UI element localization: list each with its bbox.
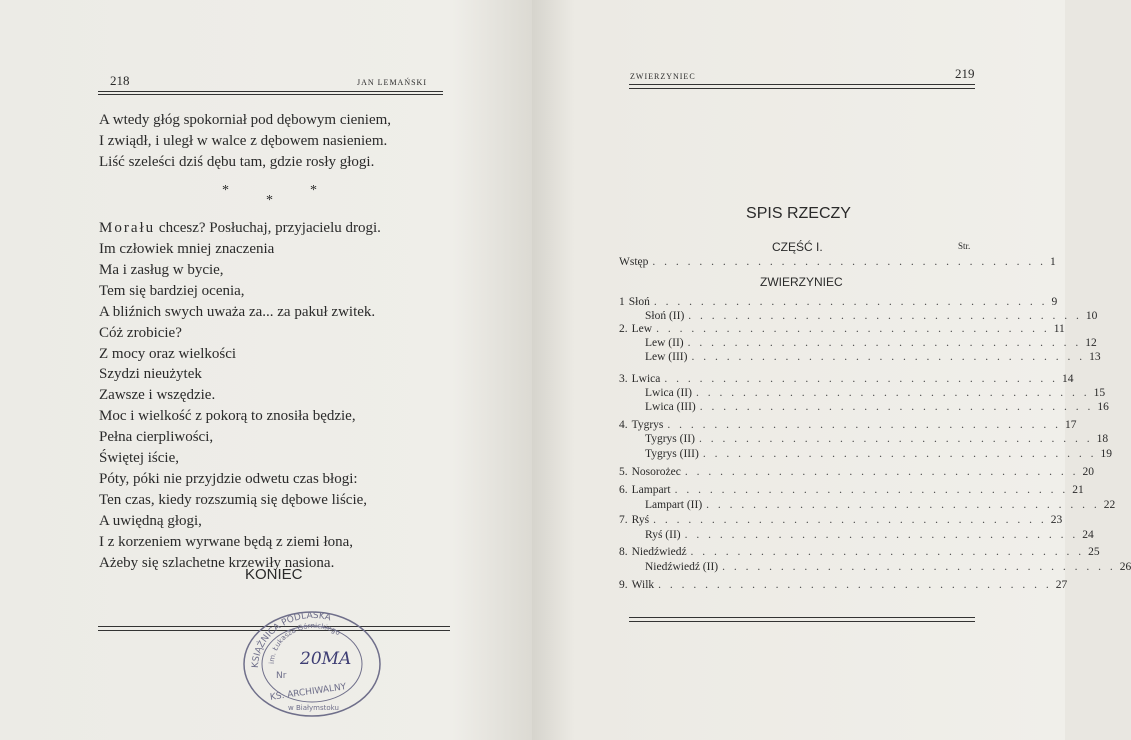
toc-entry-label: Tygrys (II) [645, 433, 695, 445]
right-page [532, 0, 1131, 740]
toc-leader-dots: . . . . . . . . . . . . . . . . . . . . . . . . . . . . . . . . . . [699, 401, 1094, 413]
toc-leader-dots: . . . . . . . . . . . . . . . . . . . . . . . . . . . . . . . . . . [722, 561, 1116, 573]
poem-line: Im człowiek mniej znaczenia [99, 241, 275, 257]
toc-entry-label: Lwica (II) [645, 387, 692, 399]
poem-line: Ma i zasług w bycie, [99, 261, 224, 278]
toc-entry-page: 26 [1119, 561, 1131, 573]
toc-entry-number: 4. [619, 419, 628, 431]
toc-entry-number: 6. [619, 484, 628, 496]
toc-entry-page: 1 [1050, 256, 1056, 268]
poem-line: Cóż zrobicie? [99, 324, 182, 341]
toc-entry-page: 25 [1088, 546, 1100, 558]
poem-line: Z mocy oraz wielkości [99, 345, 237, 362]
stamp-nr-label: Nr [276, 671, 287, 681]
toc-entry [619, 310, 1098, 324]
toc-entry-page: 9 [1051, 296, 1058, 308]
toc-entry-label: Wilk [631, 579, 655, 591]
poem-line: Liść szeleści dziś dębu tam, gdzie rosły głogi. [99, 153, 375, 170]
asterism-star: * [266, 193, 273, 208]
toc-entry [619, 401, 1109, 415]
toc-entry-number: 2. [619, 323, 628, 335]
toc-leader-dots: . . . . . . . . . . . . . . . . . . . . . . . . . . . . . . . . . . [684, 529, 1079, 541]
toc-entry-label: Niedźwiedź (II) [645, 561, 719, 573]
toc-section: ZWIERZYNIEC [760, 275, 843, 289]
toc-entry-label: Ryś (II) [645, 529, 681, 541]
toc-entry-page: 23 [1050, 514, 1063, 526]
left-running-head: JAN LEMAŃSKI [357, 78, 427, 87]
toc-entry [619, 514, 1063, 528]
toc-entry [619, 296, 1058, 310]
toc-entry-number: 7. [619, 514, 628, 526]
toc-entry-page: 24 [1082, 529, 1094, 541]
toc-leader-dots: . . . . . . . . . . . . . . . . . . . . . . . . . . . . . . . . . . [687, 337, 1082, 349]
toc-entry-label: Lew (III) [645, 351, 688, 363]
asterism-star: * [222, 183, 229, 198]
toc-leader-dots: . . . . . . . . . . . . . . . . . . . . . . . . . . . . . . . . . . [674, 484, 1069, 496]
right-footer-rule [629, 617, 975, 618]
toc-part: CZĘŚĆ I. [772, 240, 823, 254]
right-footer-rule-2 [629, 621, 975, 622]
toc-entry [619, 337, 1097, 351]
toc-entry-label: Lampart (II) [645, 499, 703, 511]
toc-leader-dots: . . . . . . . . . . . . . . . . . . . . . . . . . . . . . . . . . . [653, 514, 1047, 526]
left-header-rule [98, 91, 443, 92]
poem-line: A uwiędną głogi, [99, 512, 202, 529]
toc-entry-label: Lampart [631, 484, 671, 496]
toc-entry-label: Niedźwiedź [631, 546, 687, 558]
toc-entry [619, 546, 1100, 560]
toc-entry [619, 466, 1094, 480]
toc-entry [619, 484, 1084, 498]
toc-entry-page: 18 [1096, 433, 1109, 445]
poem-line: Zawsze i wszędzie. [99, 387, 216, 404]
ending-koniec: KONIEC [245, 566, 303, 583]
poem-line: I zwiądł, i uległ w walce z dębowem nasieniem. [99, 132, 388, 149]
toc-leader-dots: . . . . . . . . . . . . . . . . . . . . . . . . . . . . . . . . . . [691, 351, 1086, 363]
toc-entry-label: Lew (II) [645, 337, 684, 349]
poem-line: A bliźnich swych uważa za... za pakuł zwitek. [99, 303, 376, 320]
toc-entry [619, 387, 1106, 401]
toc-entry-number: 8. [619, 546, 628, 558]
toc-entry-page: 22 [1103, 499, 1116, 511]
toc-entry [619, 323, 1065, 337]
poem-line: Tem się bardziej ocenia, [99, 282, 245, 299]
stamp-inner-text: im. Łukasza Górnickiego [267, 621, 342, 665]
toc-entry-page: 20 [1082, 466, 1094, 478]
moral-rest: chcesz? Posłuchaj, przyjacielu drogi. [155, 220, 381, 236]
stamp-collection: KS. ARCHIWALNY [269, 682, 347, 703]
poem-line: I z korzeniem wyrwane będą z ziemi łona, [99, 533, 354, 550]
poem-line: Moc i wielkość z pokorą to znosiła będzie, [99, 408, 356, 425]
stamp-ring-text: KSIĄŻNICA PODLASKA [250, 610, 332, 669]
toc-entry-page: 19 [1100, 448, 1112, 460]
toc-entry-number: 1 [619, 296, 625, 308]
toc-leader-dots: . . . . . . . . . . . . . . . . . . . . . . . . . . . . . . . . . . [656, 323, 1050, 335]
toc-leader-dots: . . . . . . . . . . . . . . . . . . . . . . . . . . . . . . . . . . [664, 373, 1058, 385]
toc-entry-page: 14 [1061, 373, 1074, 385]
toc-entry [619, 579, 1068, 593]
toc-entry-label: Słoń [628, 296, 650, 308]
toc-leader-dots: . . . . . . . . . . . . . . . . . . . . . . . . . . . . . . . . . . [684, 466, 1079, 478]
toc-leader-dots: . . . . . . . . . . . . . . . . . . . . . . . . . . . . . . . . . . [695, 387, 1090, 399]
toc-entry [619, 419, 1077, 433]
toc-leader-dots: . . . . . . . . . . . . . . . . . . . . . . . . . . . . . . . . . . [653, 296, 1048, 308]
right-running-head: ZWIERZYNIEC [630, 72, 696, 81]
toc-page-column-label: Str. [958, 241, 971, 251]
toc-entry-label: Nosorożec [631, 466, 681, 478]
left-header-rule-2 [98, 94, 443, 95]
toc-entry-page: 16 [1097, 401, 1109, 413]
poem-stanza-2 [99, 239, 375, 574]
poem-stanza-1 [99, 110, 391, 173]
toc-leader-dots: . . . . . . . . . . . . . . . . . . . . . . . . . . . . . . . . . . [706, 499, 1100, 511]
toc-leader-dots: . . . . . . . . . . . . . . . . . . . . . . . . . . . . . . . . . . [688, 310, 1082, 322]
toc-leader-dots: . . . . . . . . . . . . . . . . . . . . . . . . . . . . . . . . . . [698, 433, 1093, 445]
poem-line: Ten czas, kiedy rozszumią się dębowe liście, [99, 491, 368, 508]
stamp-city: w Białymstoku [288, 704, 339, 712]
poem-line: A wtedy głóg spokorniał pod dębowym cieniem, [99, 112, 392, 128]
left-page-number: 218 [110, 73, 130, 88]
toc-entry-label: Lew [631, 323, 653, 335]
toc-entry-number: 3. [619, 373, 628, 385]
toc-title: SPIS RZECZY [746, 205, 851, 222]
toc-entry-label: Lwica (III) [645, 401, 696, 413]
asterism-star: * [310, 183, 317, 198]
poem-line: Świętej iście, [99, 450, 179, 467]
toc-entry-number: 9. [619, 579, 628, 591]
toc-entry-number: 5. [619, 466, 628, 478]
toc-entry [619, 351, 1101, 365]
toc-leader-dots: . . . . . . . . . . . . . . . . . . . . . . . . . . . . . . . . . . [658, 579, 1052, 591]
left-page [0, 0, 532, 740]
toc-entry-label: Ryś [631, 514, 650, 526]
toc-entry-label: Wstęp [619, 256, 649, 268]
toc-entry [619, 256, 1056, 270]
moral-word: Morału [99, 220, 156, 236]
poem-line: Pełna cierpliwości, [99, 429, 214, 446]
stamp-handwritten-number: 20MA [300, 649, 352, 669]
toc-entry-label: Tygrys [631, 419, 664, 431]
toc-entry-label: Tygrys (III) [645, 448, 699, 460]
toc-entry [619, 499, 1116, 513]
toc-leader-dots: . . . . . . . . . . . . . . . . . . . . . . . . . . . . . . . . . . [652, 256, 1047, 268]
toc-entry-page: 17 [1065, 419, 1077, 431]
right-header-rule-2 [629, 88, 975, 89]
toc-entry [619, 561, 1131, 575]
library-stamp [236, 598, 386, 718]
moral-line [99, 218, 381, 239]
toc-leader-dots: . . . . . . . . . . . . . . . . . . . . . . . . . . . . . . . . . . [690, 546, 1085, 558]
poem-line: Szydzi nieużytek [99, 366, 202, 383]
toc-entry-label: Słoń (II) [645, 310, 685, 322]
toc-entry [619, 433, 1109, 447]
poem-line: Ażeby się szlachetne krzewiły nasiona. [99, 554, 335, 571]
poem-line: Póty, póki nie przyjdzie odwetu czas błogi: [99, 470, 358, 487]
right-header-rule [629, 84, 975, 85]
toc-leader-dots: . . . . . . . . . . . . . . . . . . . . . . . . . . . . . . . . . . [702, 448, 1097, 460]
toc-entry-page: 21 [1072, 484, 1084, 496]
toc-entry-label: Lwica [631, 373, 661, 385]
toc-leader-dots: . . . . . . . . . . . . . . . . . . . . . . . . . . . . . . . . . . [667, 419, 1062, 431]
toc-entry [619, 529, 1094, 543]
right-page-number: 219 [955, 66, 975, 81]
toc-entry [619, 373, 1074, 387]
toc-entry-page: 10 [1085, 310, 1098, 322]
toc-entry-page: 27 [1055, 579, 1068, 591]
toc-entry-page: 12 [1085, 337, 1097, 349]
toc-entry [619, 448, 1112, 462]
toc-entry-page: 15 [1093, 387, 1106, 399]
toc-entry-page: 13 [1089, 351, 1101, 363]
toc-entry-page: 11 [1053, 323, 1065, 335]
